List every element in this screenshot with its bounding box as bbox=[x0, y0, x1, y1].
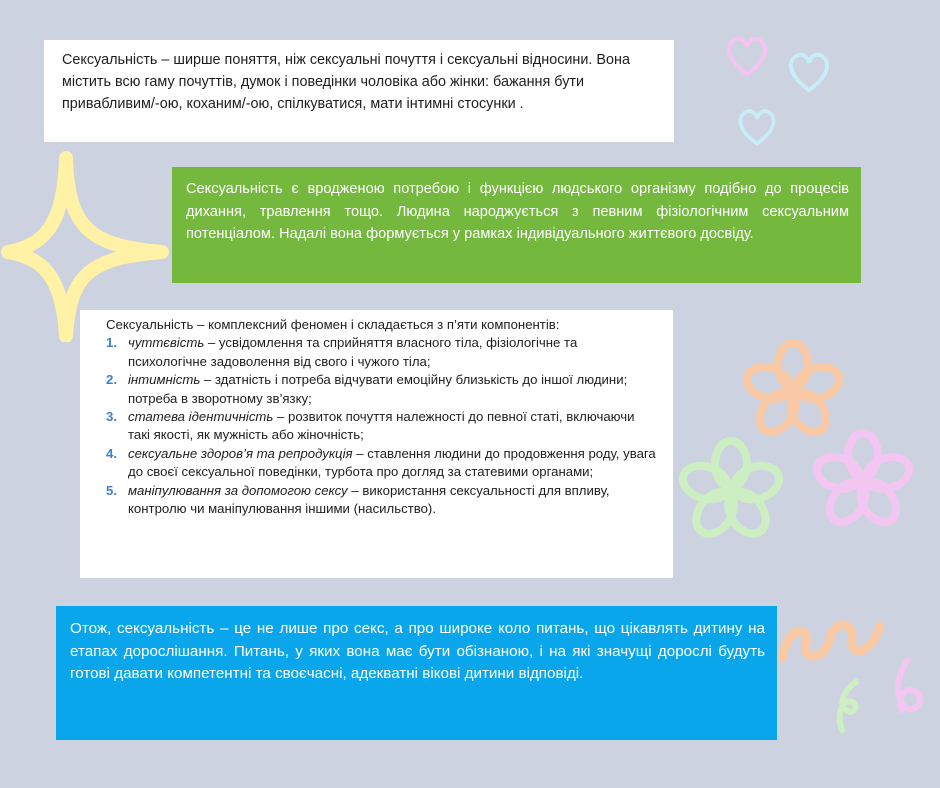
list-desc: – усвідомлення та сприйняття власного тіла, фізіологічне та психологічне задоволення від свого і чужого тіла; bbox=[128, 335, 578, 369]
list-desc: – розвиток почуття належності до певної статі, включаючи такі якості, як мужність або жіночність; bbox=[128, 409, 635, 443]
flower-icon bbox=[810, 428, 916, 534]
swirl-icon bbox=[828, 676, 868, 736]
list-item bbox=[106, 482, 659, 519]
list-desc: – здатність і потреба відчувати емоційну близькість до іншої людини; потреба в зворотному зв’язку; bbox=[128, 372, 628, 406]
list-number: 1. bbox=[106, 335, 117, 351]
definition-card bbox=[44, 40, 674, 142]
list-desc: – ставлення людини до продовження роду, увага до своєї сексуальної поведінки, турбота про догляд за статевими органами; bbox=[128, 445, 656, 480]
flower-icon bbox=[676, 436, 786, 546]
heart-icon bbox=[734, 104, 780, 150]
list-item bbox=[106, 408, 659, 445]
swirl-icon bbox=[776, 606, 886, 672]
conclusion-text: Отож, сексуальність – це не лише про секс, а про широке коло питань, що цікавлять дитину на етапах дорослішання. Питань, у яких вона має бути обізнаною, і на які значущі дорослі будуть готові давати компетентні та своєчасні, адекватні вікові дитини відповіді. bbox=[70, 620, 765, 683]
list-number: 4. bbox=[106, 445, 117, 461]
list-term: інтимність bbox=[128, 372, 201, 388]
conclusion-card bbox=[56, 606, 777, 740]
list-item bbox=[106, 445, 659, 482]
definition-text: Сексуальність – ширше поняття, ніж сексуальні почуття і сексуальні відносини. Вона містить всю гаму почуттів, думок і поведінки чоловіка або жінки: бажання бути привабливим/-ою, коханим/-ою, спілкуватися, мати інтимні стосунки . bbox=[62, 52, 630, 112]
list-term: сексуальне здоров’я та репродукція bbox=[128, 445, 353, 461]
list-term: маніпулювання за допомогою сексу bbox=[128, 482, 348, 498]
list-desc: – використання сексуальності для впливу, контролю чи маніпулювання іншими (насильство). bbox=[128, 482, 610, 517]
list-item bbox=[106, 334, 659, 371]
innate-need-text: Сексуальність є вродженою потребою і функцією людського організму подібно до процесів дихання, травлення тощо. Людина народжується з певним фізіологічним сексуальним потенціалом. Надалі вона формується у рамках індивідуального життєвого досвіду. bbox=[186, 181, 849, 242]
swirl-icon bbox=[886, 654, 932, 720]
innate-need-card bbox=[172, 167, 861, 283]
list-item bbox=[106, 371, 659, 408]
list-number: 3. bbox=[106, 409, 117, 425]
list-term: чуттєвість bbox=[128, 335, 205, 351]
list-number: 2. bbox=[106, 372, 117, 388]
list-term: статева ідентичність bbox=[128, 409, 274, 425]
components-intro: Сексуальність – комплексний феномен і складається з п’яти компонентів: bbox=[106, 317, 560, 332]
list-number: 5. bbox=[106, 482, 117, 498]
heart-icon bbox=[722, 32, 772, 80]
components-card bbox=[80, 310, 673, 578]
heart-icon bbox=[784, 48, 834, 96]
